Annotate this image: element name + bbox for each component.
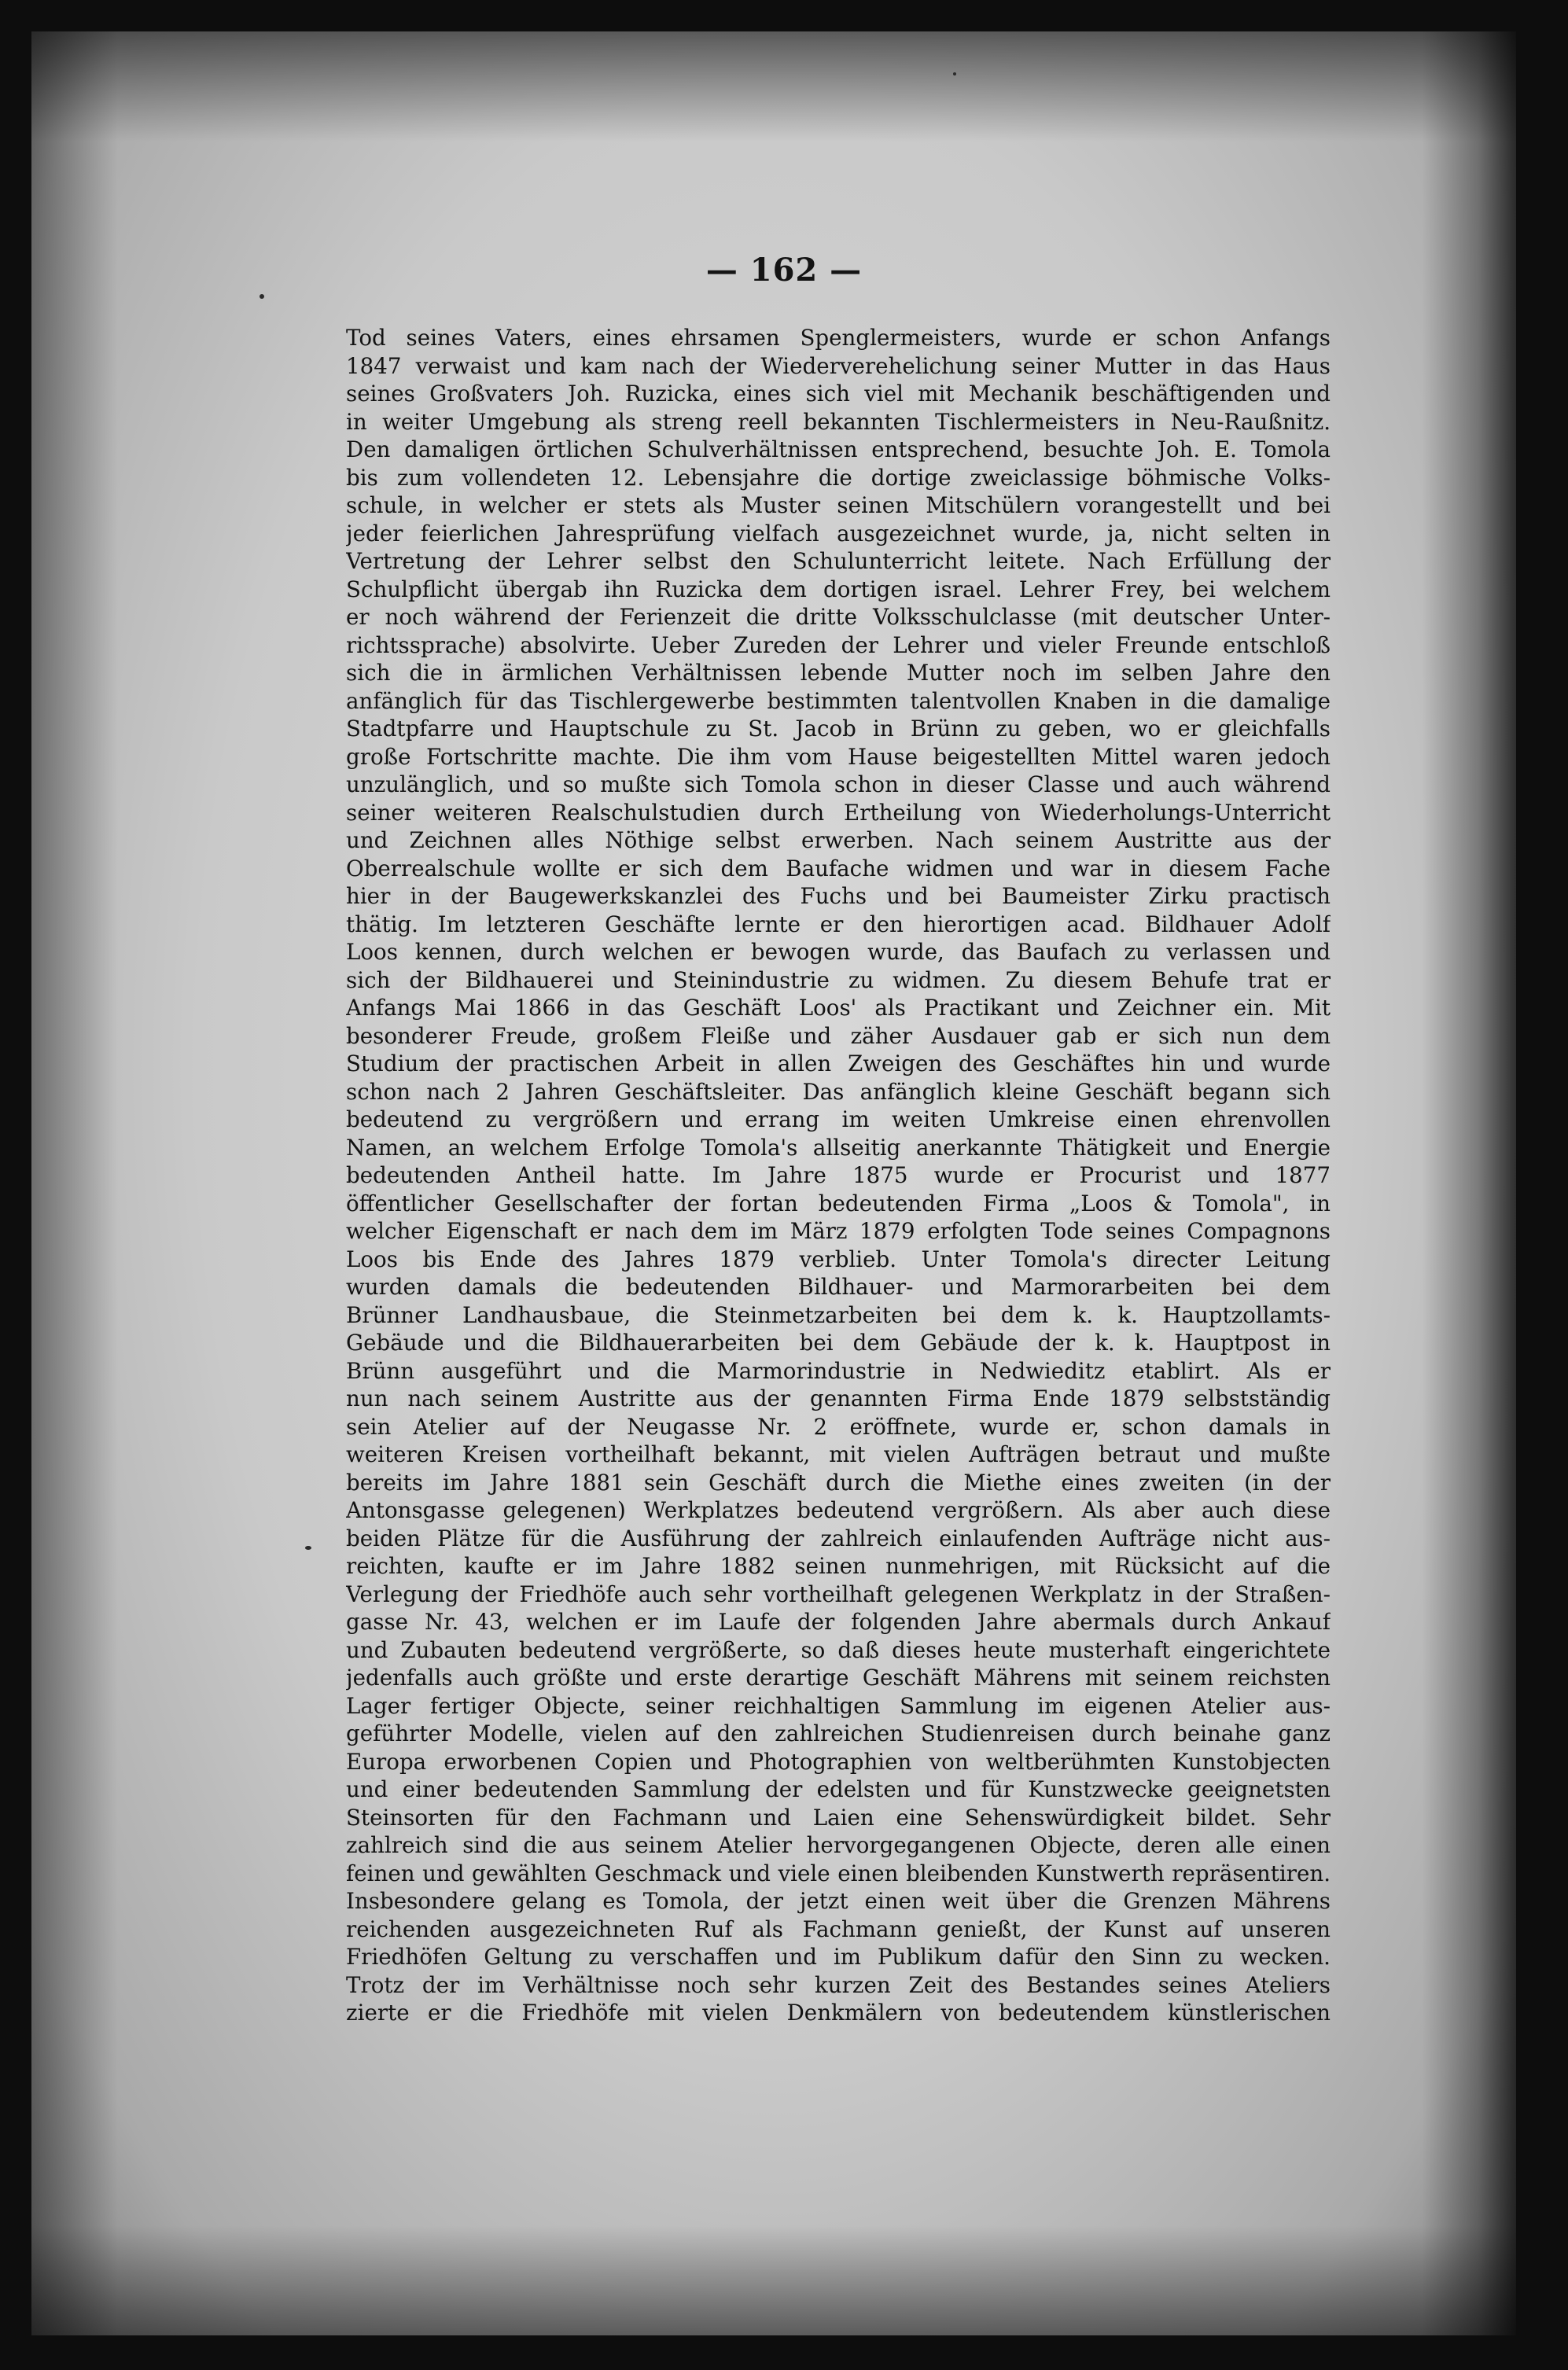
text-line: zierte er die Friedhöfe mit vielen Denkmälern von bedeutendem künstlerischen: [346, 2000, 1331, 2026]
text-line: nun nach seinem Austritte aus der genannten Firma Ende 1879 selbstständig: [346, 1386, 1331, 1411]
text-line: öffentlicher Gesellschafter der fortan bedeutenden Firma „Loos & Tomola", in: [346, 1190, 1331, 1216]
text-line: Den damaligen örtlichen Schulverhältnissen entsprechend, besuchte Joh. E. Tomola: [346, 436, 1331, 462]
text-line: Europa erworbenen Copien und Photographien von weltberühmten Kunstobjecten: [346, 1748, 1331, 1775]
text-line: schon nach 2 Jahren Geschäftsleiter. Das anfänglich kleine Geschäft begann sich: [346, 1078, 1331, 1105]
text-line: unzulänglich, und so mußte sich Tomola schon in dieser Classe und auch während: [346, 771, 1331, 797]
text-line: welcher Eigenschaft er nach dem im März 1879 erfolgten Tode seines Compagnons: [346, 1218, 1331, 1244]
text-line: jedenfalls auch größte und erste derartige Geschäft Mährens mit seinem reichsten: [346, 1665, 1331, 1691]
text-line: Insbesondere gelang es Tomola, der jetzt einen weit über die Grenzen Mährens: [346, 1888, 1331, 1914]
top-edge-shadow: [31, 31, 1516, 142]
text-line: bis zum vollendeten 12. Lebensjahre die dortige zweiclassige böhmische Volks-: [346, 464, 1331, 491]
text-line: Loos bis Ende des Jahres 1879 verblieb. Unter Tomola's directer Leitung: [346, 1246, 1331, 1272]
text-line: Loos kennen, durch welchen er bewogen wurde, das Baufach zu verlassen und: [346, 939, 1331, 965]
text-line: sein Atelier auf der Neugasse Nr. 2 eröffnete, wurde er, schon damals in: [346, 1413, 1331, 1440]
text-line: reichten, kaufte er im Jahre 1882 seinen nunmehrigen, mit Rücksicht auf die: [346, 1553, 1331, 1579]
ink-speck: [259, 294, 264, 299]
right-edge-shadow: [1422, 31, 1516, 2335]
text-line: jeder feierlichen Jahresprüfung vielfach ausgezeichnet wurde, ja, nicht selten in: [346, 520, 1331, 546]
text-line: geführter Modelle, vielen auf den zahlreichen Studienreisen durch beinahe ganz: [346, 1720, 1331, 1746]
text-line: Brünn ausgeführt und die Marmorindustrie in Nedwieditz etablirt. Als er: [346, 1357, 1331, 1384]
text-line: schule, in welcher er stets als Muster seinen Mitschülern vorangestellt und bei: [346, 492, 1331, 518]
text-line: 1847 verwaist und kam nach der Wiederverehelichung seiner Mutter in das Haus: [346, 352, 1331, 379]
text-line: bedeutend zu vergrößern und errang im weiten Umkreise einen ehrenvollen: [346, 1106, 1331, 1132]
text-line: Trotz der im Verhältnisse noch sehr kurzen Zeit des Bestandes seines Ateliers: [346, 1971, 1331, 1998]
text-line: Studium der practischen Arbeit in allen Zweigen des Geschäftes hin und wurde: [346, 1051, 1331, 1076]
text-line: reichenden ausgezeichneten Ruf als Fachmann genießt, der Kunst auf unseren: [346, 1916, 1331, 1942]
left-edge-shadow: [31, 31, 118, 2335]
text-line: und Zubauten bedeutend vergrößerte, so daß dieses heute musterhaft eingerichtete: [346, 1636, 1331, 1663]
text-line: feinen und gewählten Geschmack und viele einen bleibenden Kunstwerth repräsentiren.: [346, 1860, 1331, 1886]
text-line: gasse Nr. 43, welchen er im Laufe der folgenden Jahre abermals durch Ankauf: [346, 1609, 1331, 1635]
text-line: seines Großvaters Joh. Ruzicka, eines sich viel mit Mechanik beschäftigenden und: [346, 381, 1331, 407]
text-line: Oberrealschule wollte er sich dem Baufache widmen und war in diesem Fache: [346, 855, 1331, 881]
text-line: sich der Bildhauerei und Steinindustrie zu widmen. Zu diesem Behufe trat er: [346, 966, 1331, 993]
text-line: in weiter Umgebung als streng reell bekannten Tischlermeisters in Neu-Raußnitz.: [346, 408, 1331, 435]
ink-speck: [305, 1546, 311, 1550]
page-number: — 162 —: [705, 252, 863, 289]
text-line: Steinsorten für den Fachmann und Laien eine Sehenswürdigkeit bildet. Sehr: [346, 1804, 1331, 1831]
text-line: zahlreich sind die aus seinem Atelier hervorgegangenen Objecte, deren alle einen: [346, 1832, 1331, 1858]
text-line: Schulpflicht übergab ihn Ruzicka dem dortigen israel. Lehrer Frey, bei welchem: [346, 576, 1331, 602]
text-line: Verlegung der Friedhöfe auch sehr vortheilhaft gelegenen Werkplatz in der Straßen-: [346, 1581, 1331, 1607]
text-line: und einer bedeutenden Sammlung der edelsten und für Kunstzwecke geeignetsten: [346, 1776, 1331, 1802]
text-line: Tod seines Vaters, eines ehrsamen Spenglermeisters, wurde er schon Anfangs: [346, 325, 1331, 351]
text-line: beiden Plätze für die Ausführung der zahlreich einlaufenden Aufträge nicht aus-: [346, 1525, 1331, 1551]
text-line: Stadtpfarre und Hauptschule zu St. Jacob in Brünn zu geben, wo er gleichfalls: [346, 716, 1331, 742]
body-text-block: [346, 324, 1331, 2027]
ink-speck: [953, 72, 956, 75]
text-line: hier in der Baugewerkskanzlei des Fuchs und bei Baumeister Zirku practisch: [346, 883, 1331, 909]
text-line: Lager fertiger Objecte, seiner reichhaltigen Sammlung im eigenen Atelier aus-: [346, 1692, 1331, 1719]
text-line: Brünner Landhausbaue, die Steinmetzarbeiten bei dem k. k. Hauptzollamts-: [346, 1301, 1331, 1328]
text-line: Anfangs Mai 1866 in das Geschäft Loos' als Practikant und Zeichner ein. Mit: [346, 995, 1331, 1021]
text-line: Gebäude und die Bildhauerarbeiten bei dem Gebäude der k. k. Hauptpost in: [346, 1330, 1331, 1356]
text-line: er noch während der Ferienzeit die dritte Volksschulclasse (mit deutscher Unter-: [346, 604, 1331, 630]
text-line: Antonsgasse gelegenen) Werkplatzes bedeutend vergrößern. Als aber auch diese: [346, 1497, 1331, 1523]
text-line: Vertretung der Lehrer selbst den Schulunterricht leitete. Nach Erfüllung der: [346, 548, 1331, 574]
text-line: große Fortschritte machte. Die ihm vom Hause beigestellten Mittel waren jedoch: [346, 743, 1331, 770]
text-line: weiteren Kreisen vortheilhaft bekannt, mit vielen Aufträgen betraut und mußte: [346, 1441, 1331, 1467]
text-line: anfänglich für das Tischlergewerbe bestimmten talentvollen Knaben in die damalige: [346, 687, 1331, 714]
text-line: Namen, an welchem Erfolge Tomola's allseitig anerkannte Thätigkeit und Energie: [346, 1134, 1331, 1161]
bottom-edge-shadow: [31, 2225, 1516, 2335]
text-line: richtssprache) absolvirte. Ueber Zureden der Lehrer und vieler Freunde entschloß: [346, 631, 1331, 658]
text-line: Friedhöfen Geltung zu verschaffen und im Publikum dafür den Sinn zu wecken.: [346, 1944, 1331, 1970]
text-line: sich die in ärmlichen Verhältnissen lebende Mutter noch im selben Jahre den: [346, 660, 1331, 686]
text-line: wurden damals die bedeutenden Bildhauer- und Marmorarbeiten bei dem: [346, 1274, 1331, 1300]
text-line: besonderer Freude, großem Fleiße und zäher Ausdauer gab er sich nun dem: [346, 1022, 1331, 1049]
text-line: bereits im Jahre 1881 sein Geschäft durch die Miethe eines zweiten (in der: [346, 1469, 1331, 1496]
text-line: und Zeichnen alles Nöthige selbst erwerben. Nach seinem Austritte aus der: [346, 827, 1331, 853]
text-line: thätig. Im letzteren Geschäfte lernte er den hierortigen acad. Bildhauer Adolf: [346, 911, 1331, 937]
text-line: bedeutenden Antheil hatte. Im Jahre 1875 wurde er Procurist und 1877: [346, 1162, 1331, 1188]
text-line: seiner weiteren Realschulstudien durch Ertheilung von Wiederholungs-Unterricht: [346, 799, 1331, 826]
